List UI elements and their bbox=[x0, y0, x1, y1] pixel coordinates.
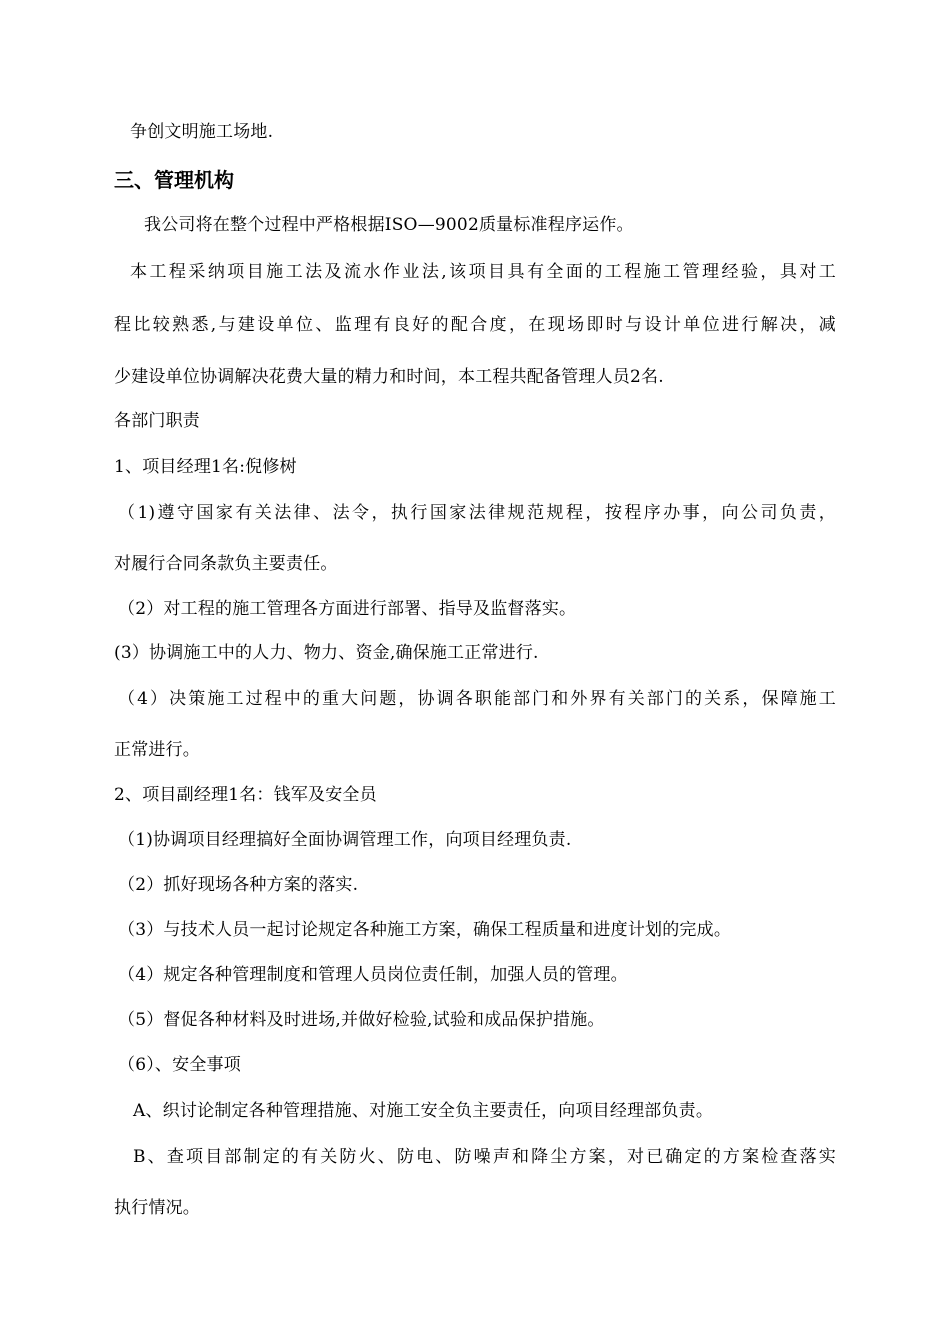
paragraph-line: 程比较熟悉,与建设单位、监理有良好的配合度，在现场即时与设计单位进行解决，减 bbox=[114, 315, 836, 335]
duty-item: （5）督促各种材料及时进场,并做好检验,试验和成品保护措施。 bbox=[118, 1010, 605, 1030]
duty-item: （4）决策施工过程中的重大问题，协调各职能部门和外界有关部门的关系，保障施工 bbox=[118, 689, 836, 709]
safety-item: B、查项目部制定的有关防火、防电、防噪声和降尘方案，对已确定的方案检查落实 bbox=[133, 1147, 836, 1167]
duty-item: （2）对工程的施工管理各方面进行部署、指导及监督落实。 bbox=[118, 599, 577, 619]
subheading: 各部门职责 bbox=[114, 411, 200, 431]
duty-item: （3）与技术人员一起讨论规定各种施工方案，确保工程质量和进度计划的完成。 bbox=[118, 920, 732, 940]
duty-item: （1)遵守国家有关法律、法令，执行国家法律规范规程，按程序办事，向公司负责， bbox=[118, 503, 836, 523]
paragraph-line: 少建设单位协调解决花费大量的精力和时间，本工程共配备管理人员2名. bbox=[114, 367, 664, 387]
duty-item: （2）抓好现场各种方案的落实. bbox=[118, 875, 359, 895]
safety-item-continuation: 执行情况。 bbox=[114, 1198, 200, 1218]
paragraph-line: 本工程采纳项目施工法及流水作业法,该项目具有全面的工程施工管理经验，具对工 bbox=[130, 262, 836, 282]
duty-item-continuation: 正常进行。 bbox=[114, 740, 200, 760]
paragraph-line: 我公司将在整个过程中严格根据ISO—9002质量标准程序运作。 bbox=[144, 215, 634, 235]
duty-item: (3）协调施工中的人力、物力、资金,确保施工正常进行. bbox=[114, 643, 539, 663]
duty-item-continuation: 对履行合同条款负主要责任。 bbox=[114, 554, 338, 574]
role-title: 2、项目副经理1名：钱军及安全员 bbox=[114, 785, 377, 805]
safety-item: A、织讨论制定各种管理措施、对施工安全负主要责任，向项目经理部负责。 bbox=[133, 1101, 714, 1121]
section-heading: 三、管理机构 bbox=[114, 168, 234, 192]
paragraph-line: 争创文明施工场地. bbox=[130, 122, 274, 142]
role-title: 1、项目经理1名:倪修树 bbox=[114, 457, 297, 477]
duty-item: （1)协调项目经理搞好全面协调管理工作，向项目经理负责. bbox=[118, 830, 572, 850]
duty-item: （4）规定各种管理制度和管理人员岗位责任制，加强人员的管理。 bbox=[118, 965, 628, 985]
duty-item: （6）、安全事项 bbox=[118, 1055, 241, 1075]
